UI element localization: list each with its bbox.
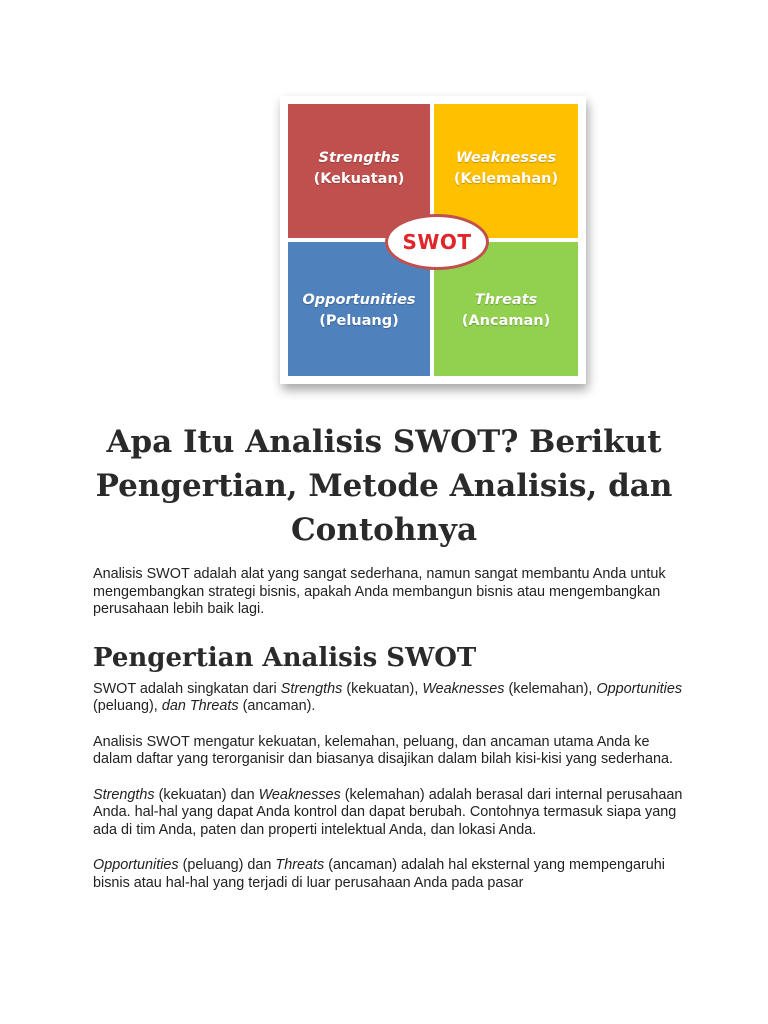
text-span: (kekuatan) dan xyxy=(154,786,259,803)
paragraph-definition xyxy=(93,681,683,716)
section-title-pengertian: Pengertian Analisis SWOT xyxy=(93,642,477,673)
swot-grid xyxy=(288,104,578,376)
term-strengths: Strengths xyxy=(280,680,343,697)
text-span: (ancaman). xyxy=(238,698,316,714)
swot-diagram xyxy=(280,96,586,384)
intro-paragraph: Analisis SWOT adalah alat yang sangat sederhana, namun sangat membantu Anda untuk mengembangkan strategi bisnis, apakah Anda membangun bisnis atau mengembangkan perusahaan lebih baik lagi. xyxy=(93,566,666,617)
weaknesses-translation: (Kelemahan) xyxy=(453,171,559,187)
swot-center-label: SWOT xyxy=(385,214,489,270)
article-title: Apa Itu Analisis SWOT? Berikut Pengertian, Metode Analisis, dan Contohnya xyxy=(95,424,673,548)
paragraph-organize: Analisis SWOT mengatur kekuatan, kelemahan, peluang, dan ancaman utama Anda ke dalam daftar yang terorganisir dan biasanya disajikan dalam bilah kisi-kisi yang sederhana. xyxy=(93,733,673,767)
text-span: (ancaman) adalah hal eksternal yang mempengaruhi bisnis atau hal-hal yang terjadi di luar perusahaan Anda pada pasar xyxy=(93,857,665,891)
threats-label: Threats xyxy=(474,292,538,308)
term-opportunities: Opportunities xyxy=(93,857,179,873)
term-opportunities: Opportunities xyxy=(596,680,683,697)
term-weaknesses: Weaknesses xyxy=(258,786,341,803)
opportunities-translation: (Peluang) xyxy=(319,313,399,329)
term-weaknesses: Weaknesses xyxy=(422,680,505,697)
strengths-label: Strengths xyxy=(318,150,400,166)
text-span: SWOT adalah singkatan dari xyxy=(93,680,281,697)
article-body xyxy=(93,566,683,892)
text-span: (peluang) dan xyxy=(178,857,276,873)
text-span: (peluang), xyxy=(93,698,162,714)
term-threats: Threats xyxy=(275,857,325,873)
paragraph-internal xyxy=(93,787,683,840)
term-threats: dan Threats xyxy=(161,698,239,714)
paragraph-external xyxy=(93,857,683,892)
weaknesses-label: Weaknesses xyxy=(455,150,557,166)
text-span: (kekuatan), xyxy=(342,680,423,697)
text-span: (kelemahan) adalah berasal dari internal perusahaan Anda. hal-hal yang dapat Anda kontrol dan dapat berubah. Contohnya termasuk siapa yang ada di tim Anda, paten dan properti intelektual Anda, dan lokasi Anda. xyxy=(93,786,683,838)
opportunities-label: Opportunities xyxy=(302,292,416,308)
threats-translation: (Ancaman) xyxy=(461,313,551,329)
strengths-translation: (Kekuatan) xyxy=(313,171,405,187)
text-span: (kelemahan), xyxy=(504,680,597,697)
term-strengths: Strengths xyxy=(93,786,155,803)
